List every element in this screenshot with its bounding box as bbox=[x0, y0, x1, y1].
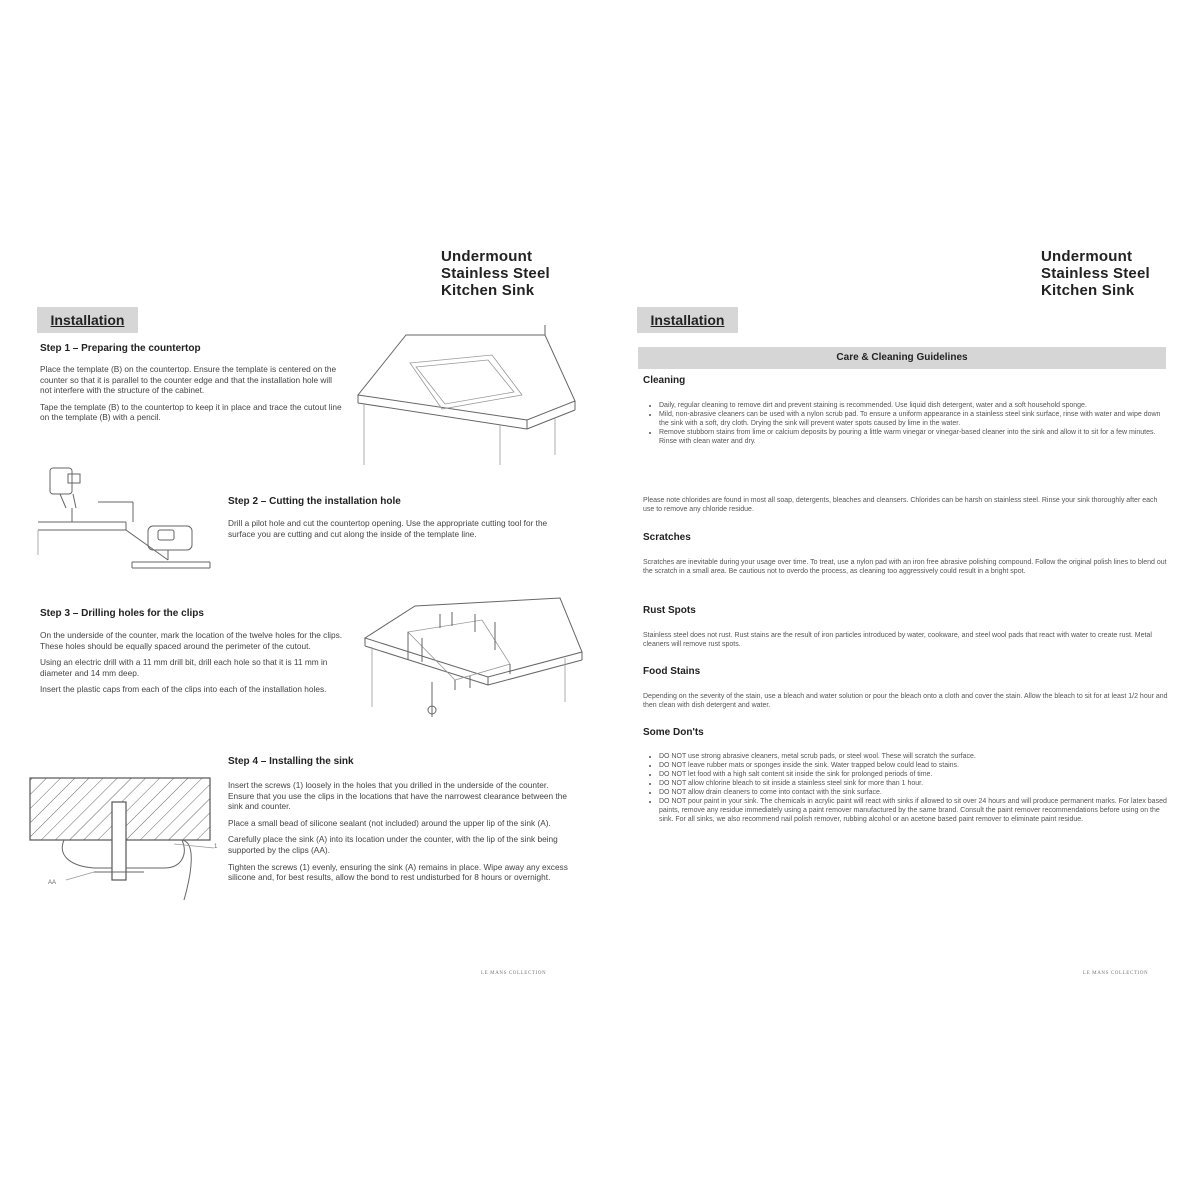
title-line: Kitchen Sink bbox=[1041, 282, 1135, 299]
sink-clip-cross-section-diagram bbox=[24, 772, 224, 912]
step-paragraph: Insert the plastic caps from each of the clips into each of the installation holes. bbox=[40, 684, 327, 695]
list-item: • DO NOT pour paint in your sink. The chemicals in acrylic paint will react with sinks if allowed to sit over 24 hours and will produce permanent marks. For latex based paints, remove any residue immediately using a paint remover manufactured by the same brand. Consult the paint remover recommendations before using on the sink. For all sinks, we also recommend nail polish remover, rubbing alcohol or an acetone based paint remover to eliminate paint residue. bbox=[659, 797, 1168, 824]
list-item: • Mild, non-abrasive cleaners can be used with a nylon scrub pad. To ensure a uniform appearance in a stainless steel sink surface, rinse with water and wipe down the sink with a soft, dry cloth. Drying the sink will prevent water spots caused by lime in the water. bbox=[659, 410, 1168, 428]
step-paragraph: Carefully place the sink (A) into its location under the counter, with the lip of the sink being supported by the clips (AA). bbox=[228, 834, 558, 855]
title-line: Kitchen Sink bbox=[441, 282, 535, 299]
chloride-note: Please note chlorides are found in most all soap, detergents, bleaches and cleansers. Chlorides can be harsh on stainless steel. Rinse your sink thoroughly after each use to remove any chloride residue. bbox=[643, 497, 1158, 513]
list-item: • DO NOT let food with a high salt content sit inside the sink for prolonged periods of time. bbox=[659, 770, 1168, 779]
scratches-heading: Scratches bbox=[643, 532, 691, 543]
document-title bbox=[441, 248, 550, 299]
clip-holes-diagram bbox=[360, 592, 590, 722]
step-paragraph: On the underside of the counter, mark the location of the twelve holes for the clips. These holes should be equally spaced around the perimeter of the cutout. bbox=[40, 630, 343, 651]
donts-list bbox=[643, 752, 1168, 824]
step-paragraph: Place the template (B) on the countertop. Ensure the template is centered on the counter so that it is parallel to the counter edge and that the installation hole will not interfere with the structure of the cabinet. bbox=[40, 364, 337, 396]
diagram-label-1: 1 bbox=[214, 844, 218, 850]
step-paragraph: Using an electric drill with a 11 mm drill bit, drill each hole so that it is 11 mm in diameter and 14 mm deep. bbox=[40, 657, 328, 678]
page-footer: LE MANS COLLECTION bbox=[1083, 971, 1149, 976]
step-paragraph: Place a small bead of silicone sealant (not included) around the upper lip of the sink (A). bbox=[228, 817, 551, 828]
list-item: • DO NOT use strong abrasive cleaners, metal scrub pads, or steel wool. These will scratch the surface. bbox=[659, 752, 1168, 761]
food-stains-heading: Food Stains bbox=[643, 666, 701, 677]
food-stains-text: Depending on the severity of the stain, use a bleach and water solution or pour the bleach onto a cloth and cover the stain. Allow the bleach to sit for at least 1/2 hour and then clean with dish detergent and water. bbox=[643, 693, 1168, 709]
care-guidelines-title-bar: Care & Cleaning Guidelines bbox=[638, 347, 1166, 369]
step-paragraph: Tape the template (B) to the countertop to keep it in place and trace the cutout line on the template (B) with a pencil. bbox=[40, 401, 342, 423]
list-item: • Remove stubborn stains from lime or calcium deposits by pouring a little warm vinegar or vinegar-based cleaner into the sink and allow it to sit for a few minutes. Rinse with clean water and dry. bbox=[659, 428, 1168, 446]
list-item: • DO NOT allow drain cleaners to come into contact with the sink surface. bbox=[659, 788, 1168, 797]
section-tab-installation: Installation bbox=[37, 307, 138, 333]
care-cleaning-page-right bbox=[600, 0, 1200, 1200]
list-item: • DO NOT leave rubber mats or sponges inside the sink. Water trapped below could lead to stains. bbox=[659, 761, 1168, 770]
title-line: Stainless Steel bbox=[1041, 265, 1150, 282]
step-3-heading: Step 3 – Drilling holes for the clips bbox=[40, 608, 204, 619]
step-3-text bbox=[40, 630, 355, 701]
title-line: Stainless Steel bbox=[441, 265, 550, 282]
section-tab-installation: Installation bbox=[637, 307, 738, 333]
step-4-text bbox=[228, 780, 568, 889]
list-item: • Daily, regular cleaning to remove dirt and prevent staining is recommended. Use liquid dish detergent, water and a soft household sponge. bbox=[659, 401, 1168, 410]
cleaning-list bbox=[643, 401, 1168, 446]
document-title bbox=[1041, 248, 1150, 299]
step-paragraph: Tighten the screws (1) evenly, ensuring the sink (A) remains in place. Wipe away any excess silicone and, for best results, allow the bond to rest undisturbed for 8 hours or overnight. bbox=[228, 861, 568, 883]
rust-spots-heading: Rust Spots bbox=[643, 605, 696, 616]
step-2-text bbox=[228, 518, 568, 545]
donts-heading: Some Don'ts bbox=[643, 727, 704, 738]
rust-spots-text: Stainless steel does not rust. Rust stains are the result of iron particles introduced by water, cookware, and steel wool pads that react with water to create rust. Metal cleaners will remove rust spots. bbox=[643, 632, 1152, 648]
step-2-heading: Step 2 – Cutting the installation hole bbox=[228, 496, 401, 507]
countertop-template-diagram bbox=[350, 325, 582, 475]
step-1-text bbox=[40, 364, 345, 429]
diagram-label-aa: AA bbox=[48, 880, 57, 886]
cleaning-heading: Cleaning bbox=[643, 375, 686, 386]
step-1-heading: Step 1 – Preparing the countertop bbox=[40, 343, 201, 354]
list-item: • DO NOT allow chlorine bleach to sit inside a stainless steel sink for more than 1 hour. bbox=[659, 779, 1168, 788]
step-4-heading: Step 4 – Installing the sink bbox=[228, 756, 354, 767]
step-paragraph: Insert the screws (1) loosely in the holes that you drilled in the underside of the counter. Ensure that you use the clips in the locations that have the narrowest clearance between the sink and counter. bbox=[228, 780, 567, 812]
step-paragraph: Drill a pilot hole and cut the countertop opening. Use the appropriate cutting tool for the surface you are cutting and cut along the inside of the template line. bbox=[228, 518, 548, 539]
title-line: Undermount bbox=[1041, 248, 1133, 265]
scratches-text: Scratches are inevitable during your usage over time. To treat, use a nylon pad with an iron free abrasive polishing compound. Follow the original polish lines to blend out the scratch in a small area. Be cautious not to overdo the process, as cleaning too aggressively could result in a bright spot. bbox=[643, 559, 1167, 575]
drill-and-jigsaw-diagram bbox=[38, 460, 228, 580]
page-footer: LE MANS COLLECTION bbox=[481, 971, 547, 976]
title-line: Undermount bbox=[441, 248, 533, 265]
